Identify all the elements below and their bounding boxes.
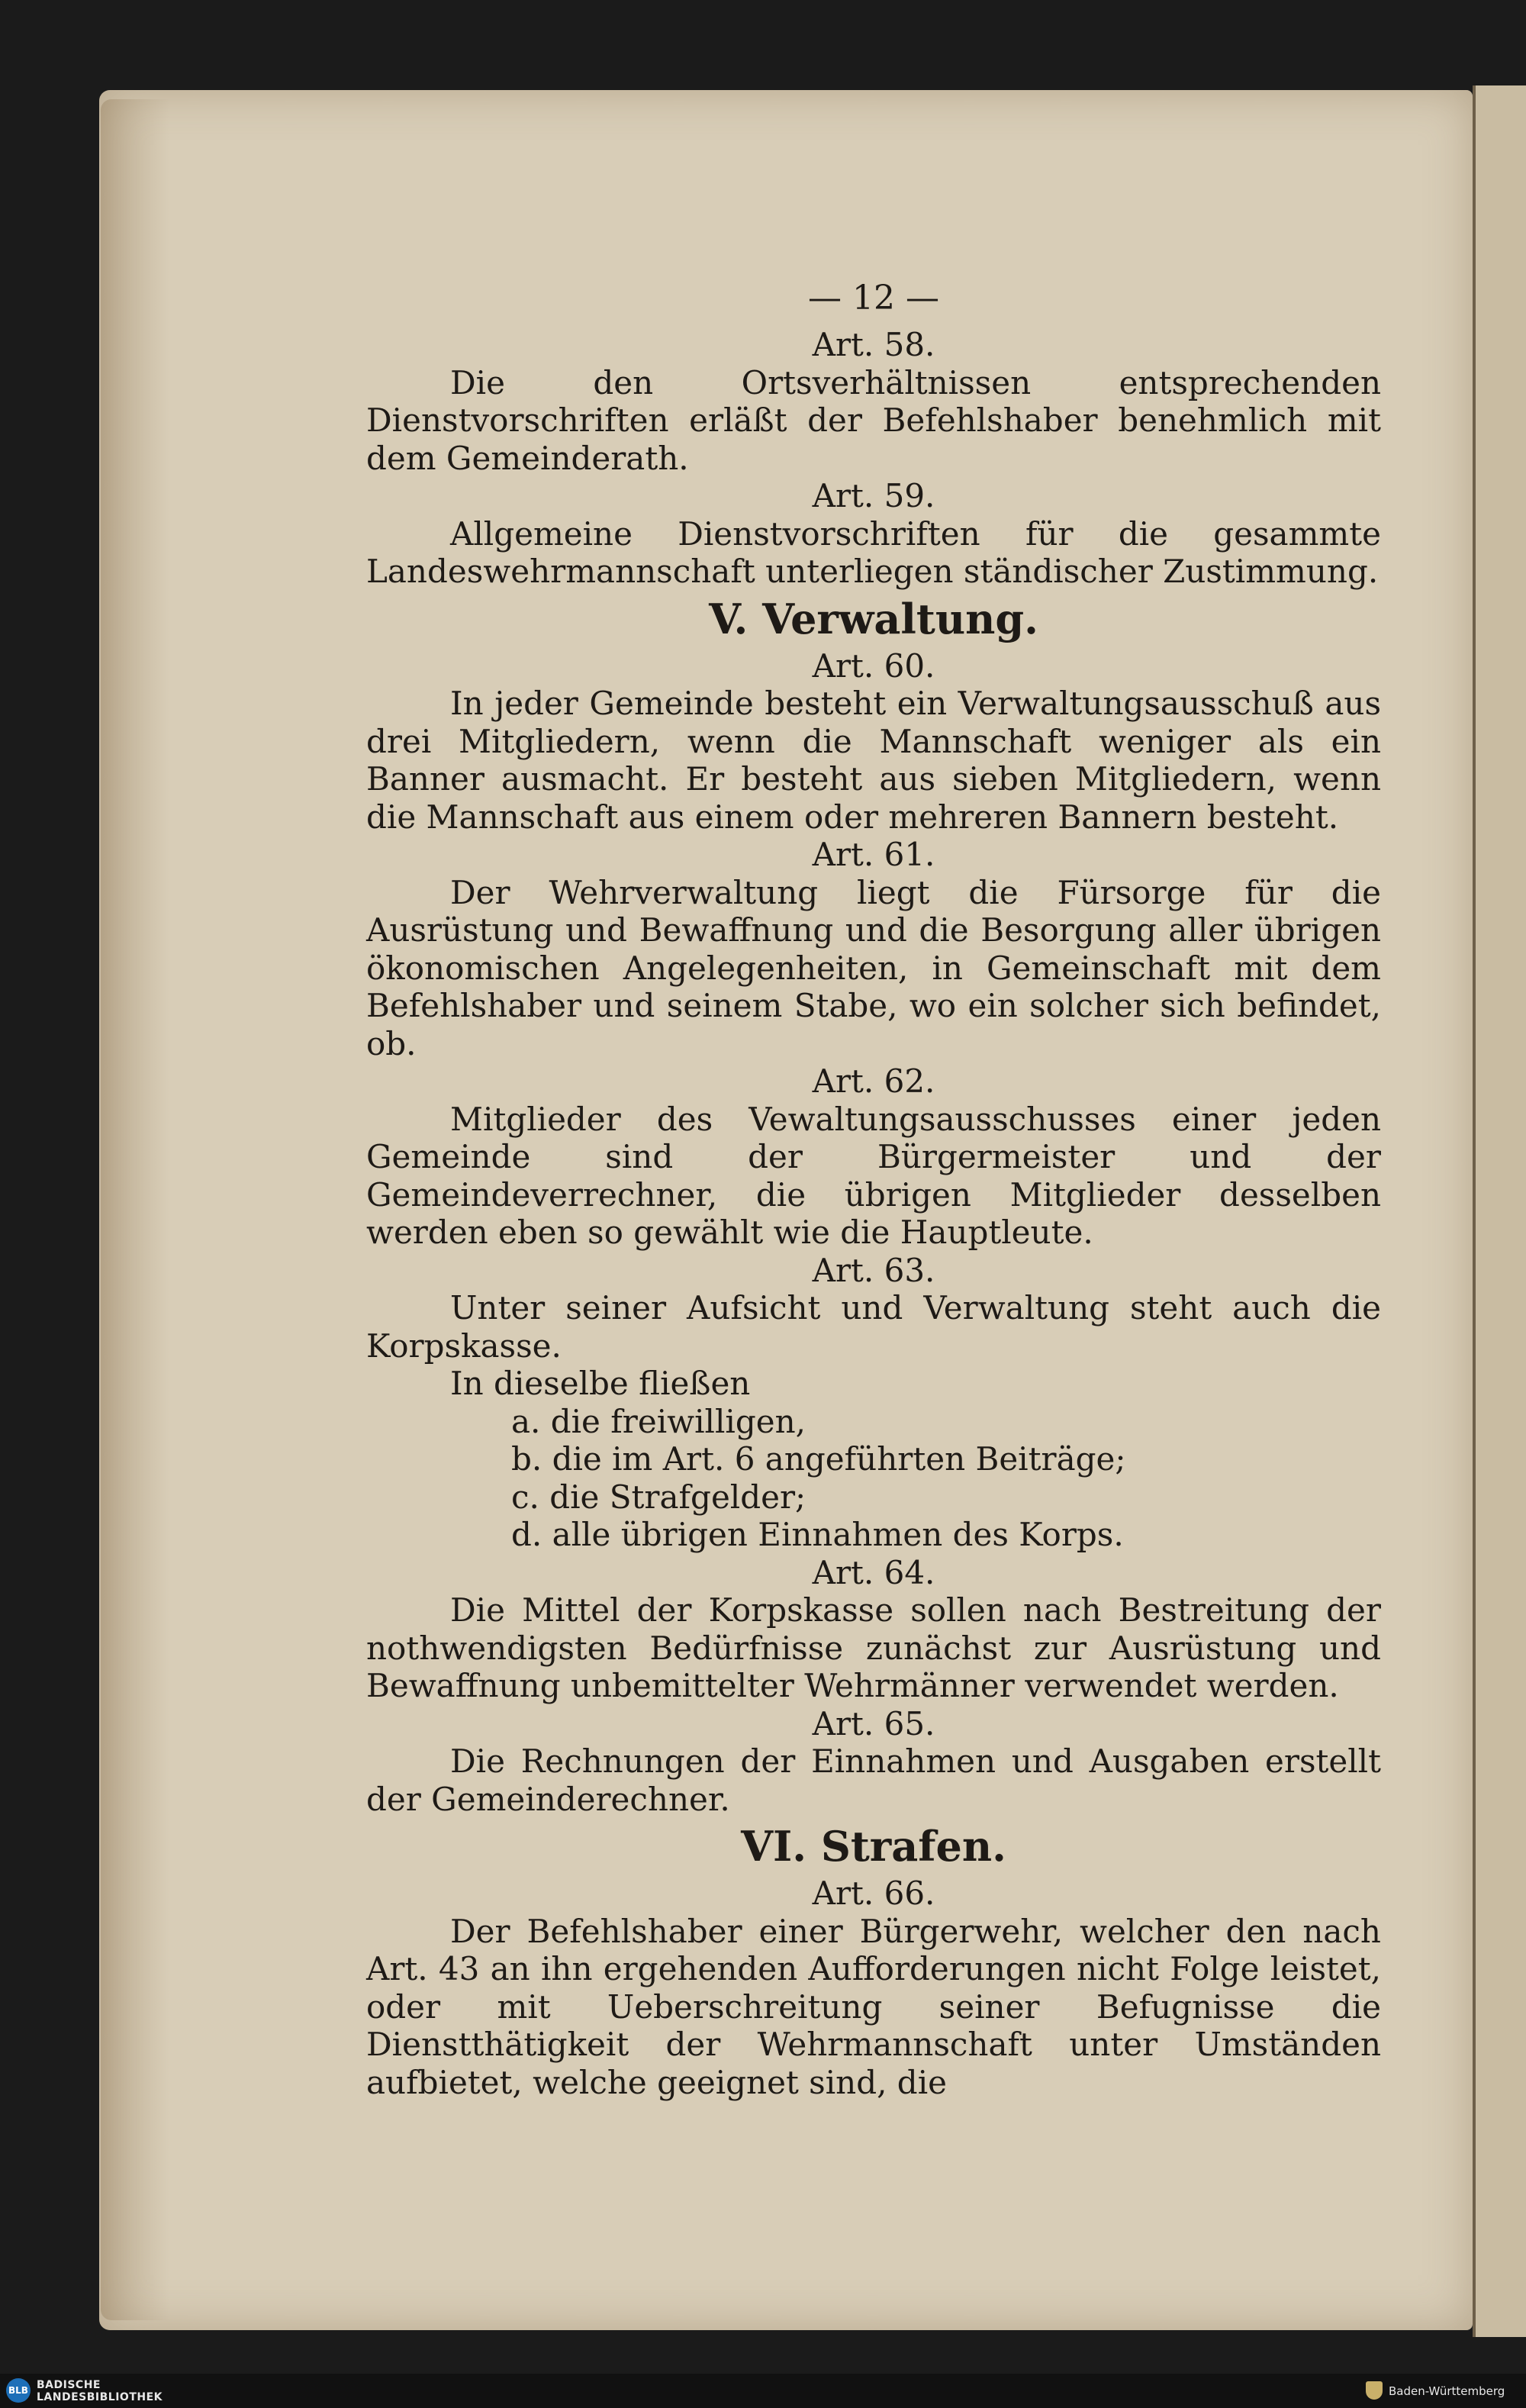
page-text xyxy=(366,271,1381,2101)
library-name xyxy=(37,2379,163,2403)
article-heading: Art. 59. xyxy=(812,477,935,514)
list-item: d. alle übrigen Einnahmen des Korps. xyxy=(511,1516,1124,1553)
article-heading: Art. 61. xyxy=(812,836,935,873)
paragraph: Allgemeine Dienstvorschriften für die gesammte Landeswehrmannschaft unterliegen ständischer Zustimmung. xyxy=(366,514,1381,590)
article-heading: Art. 60. xyxy=(812,646,935,685)
paragraph: Mitglieder des Vewaltungsausschusses einer jeden Gemeinde sind der Bürgermeister und der Gemeindeverrechner, die übrigen Mitglieder desselben werden eben so gewählt wie die Hauptleute. xyxy=(366,1100,1381,1251)
section-heading: V. Verwaltung. xyxy=(709,594,1038,643)
article-heading: Art. 65. xyxy=(812,1704,935,1742)
article-heading: Art. 66. xyxy=(812,1875,935,1912)
list-item: b. die im Art. 6 angeführten Beiträge; xyxy=(511,1440,1126,1478)
state-name: Baden-Württemberg xyxy=(1389,2384,1505,2398)
library-name-line1: BADISCHE xyxy=(37,2379,101,2391)
article-heading: Art. 62. xyxy=(812,1062,935,1100)
page-binding-edge xyxy=(101,99,169,2320)
section-heading: VI. Strafen. xyxy=(741,1822,1006,1871)
coat-of-arms-icon xyxy=(1366,2381,1383,2400)
footer-bar xyxy=(0,2374,1526,2408)
library-name-line2: LANDESBIBLIOTHEK xyxy=(37,2391,163,2403)
list-item: c. die Strafgelder; xyxy=(511,1478,806,1516)
paragraph: In jeder Gemeinde besteht ein Verwaltungsausschuß aus drei Mitgliedern, wenn die Mannschaft weniger als ein Banner ausmacht. Er besteht aus sieben Mitgliedern, wenn die Mannschaft aus einem oder mehreren Bannern besteht. xyxy=(366,685,1381,836)
paragraph: Die Rechnungen der Einnahmen und Ausgaben erstellt der Gemeinderechner. xyxy=(366,1742,1381,1818)
article-heading: Art. 63. xyxy=(812,1251,935,1289)
page-number: — 12 — xyxy=(808,279,939,318)
paragraph: Der Wehrverwaltung liegt die Fürsorge für die Ausrüstung und Bewaffnung und die Besorgung aller übrigen ökonomischen Angelegenheiten, in Gemeinschaft mit dem Befehlshaber und seinem Stabe, wo ein solcher sich befindet, ob. xyxy=(366,873,1381,1062)
article-heading: Art. 64. xyxy=(812,1553,935,1591)
paragraph: Unter seiner Aufsicht und Verwaltung steht auch die Korpskasse. xyxy=(366,1289,1381,1365)
text-blocks xyxy=(366,326,1381,2101)
paragraph: Der Befehlshaber einer Bürgerwehr, welcher den nach Art. 43 an ihn ergehenden Aufforderungen nicht Folge leistet, oder mit Ueberschreitung seiner Befugnisse die Dienstthätigkeit der Wehrmannschaft unter Umständen aufbietet, welche geeignet sind, die xyxy=(366,1912,1381,2101)
blb-logo-icon: BLB xyxy=(6,2378,31,2403)
paragraph: Die den Ortsverhältnissen entsprechenden Dienstvorschriften erläßt der Befehlshaber benehmlich mit dem Gemeinderath. xyxy=(366,363,1381,477)
adjacent-page-edge xyxy=(1473,85,1526,2337)
paragraph: In dieselbe fließen xyxy=(450,1365,751,1402)
paragraph: Die Mittel der Korpskasse sollen nach Bestreitung der nothwendigsten Bedürfnisse zunächst zur Ausrüstung und Bewaffnung unbemittelter Wehrmänner verwendet werden. xyxy=(366,1591,1381,1704)
article-heading: Art. 58. xyxy=(812,326,935,363)
list-item: a. die freiwilligen, xyxy=(511,1402,806,1440)
